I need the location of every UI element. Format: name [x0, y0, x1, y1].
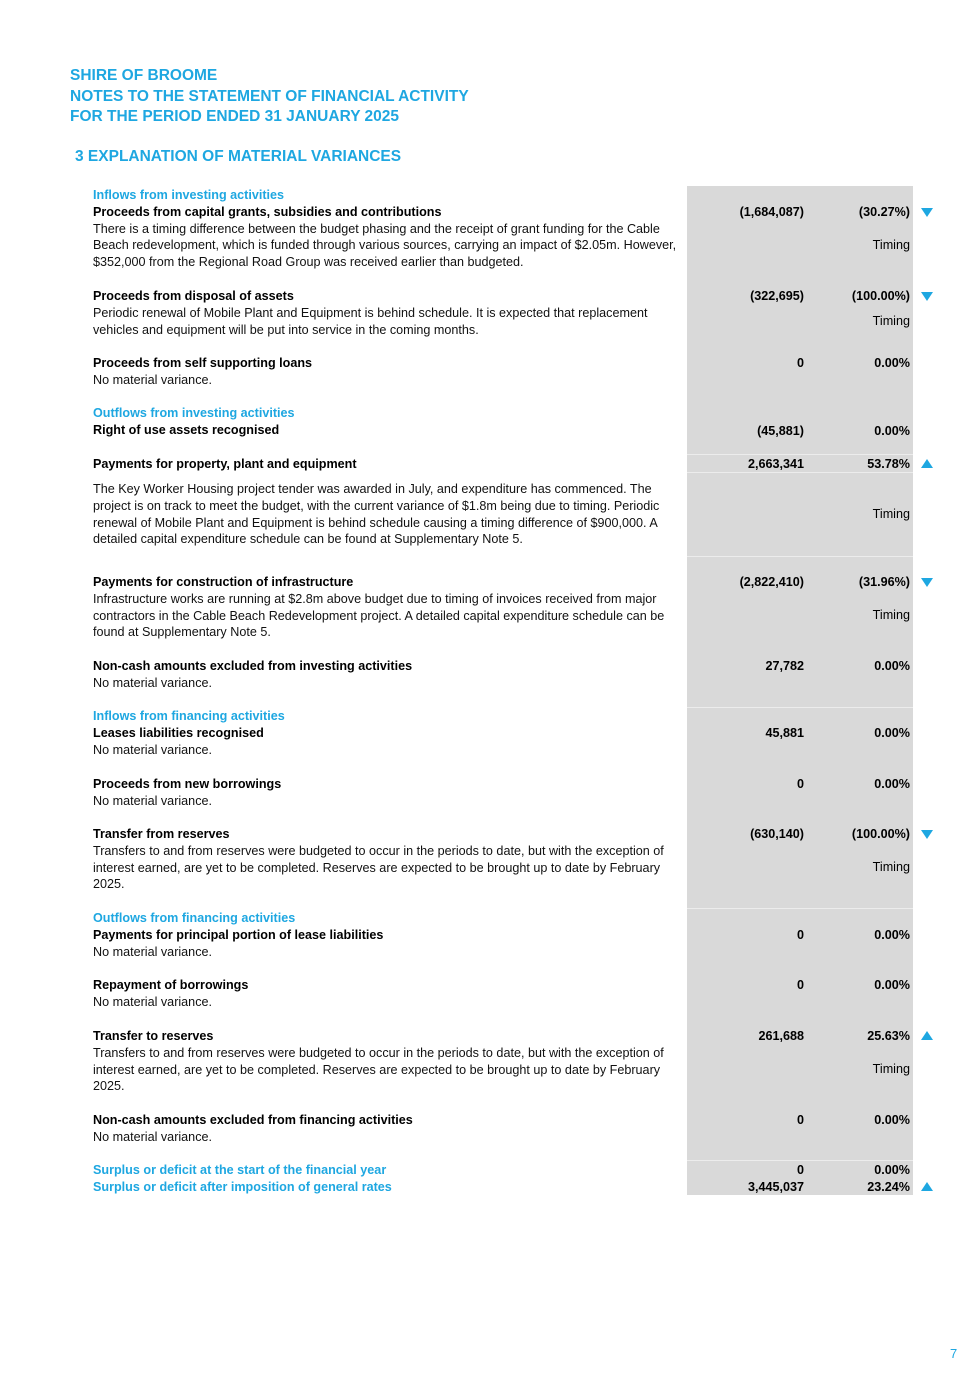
arrow-down-icon [921, 830, 933, 839]
total-title: Surplus or deficit after imposition of general rates [93, 1179, 392, 1194]
arrow-down-icon [921, 208, 933, 217]
item-amount: 0 [796, 1113, 804, 1127]
total-amount: 3,445,037 [747, 1180, 804, 1194]
list-item [93, 481, 683, 548]
item-description: There is a timing difference between the budget phasing and the receipt of grant funding for the Cable Beach redevelopment, which is funded through various sources, carrying an impact of $2.05m. However, $352,000 from the Regional Road Group was received earlier than budgeted. [93, 221, 677, 270]
item-title: Proceeds from disposal of assets [93, 289, 294, 303]
divider [687, 556, 913, 557]
item-description: No material variance. [93, 994, 212, 1009]
total-percentage: 0.00% [874, 1163, 910, 1177]
list-item [93, 826, 683, 893]
list-item [93, 574, 673, 641]
item-description: No material variance. [93, 944, 212, 959]
item-description: No material variance. [93, 372, 212, 387]
item-amount: (45,881) [757, 424, 804, 438]
item-percentage: 53.78% [867, 457, 910, 471]
item-title: Proceeds from new borrowings [93, 777, 282, 791]
item-description: No material variance. [93, 793, 212, 808]
item-amount: 2,663,341 [747, 457, 804, 471]
divider [687, 707, 913, 708]
category-heading: Outflows from financing activities [93, 911, 296, 925]
list-item [93, 776, 653, 810]
divider [687, 1160, 913, 1161]
item-timing: Timing [872, 860, 910, 874]
item-description: Periodic renewal of Mobile Plant and Equipment is behind schedule. It is expected that replacement vehicles and equipment will be put into service in the coming months. [93, 305, 648, 337]
total-percentage: 23.24% [867, 1180, 910, 1194]
item-description: No material variance. [93, 1129, 212, 1144]
item-title: Right of use assets recognised [93, 422, 280, 437]
item-description: Transfers to and from reserves were budgeted to occur in the periods to date, but with the exception of interest earned, are yet to be completed. Reserves are expected to be brought up to date by February 2025. [93, 843, 664, 892]
item-title: Proceeds from self supporting loans [93, 356, 313, 370]
arrow-up-icon [921, 459, 933, 468]
category-heading: Inflows from investing activities [93, 188, 285, 202]
item-timing: Timing [872, 507, 910, 521]
item-amount: 0 [796, 777, 804, 791]
list-item [93, 658, 653, 692]
values-column [687, 186, 913, 1195]
item-percentage: (30.27%) [858, 205, 910, 219]
item-title: Leases liabilities recognised [93, 725, 264, 740]
item-amount: (630,140) [750, 827, 804, 841]
organisation-name: SHIRE OF BROOME [70, 67, 218, 84]
item-amount: 261,688 [758, 1029, 804, 1043]
list-item [93, 1028, 683, 1095]
list-item [93, 708, 653, 758]
item-percentage: 0.00% [874, 726, 910, 740]
item-timing: Timing [872, 608, 910, 622]
item-title: Non-cash amounts excluded from financing activities [93, 1113, 413, 1127]
report-period: FOR THE PERIOD ENDED 31 JANUARY 2025 [70, 108, 400, 125]
arrow-down-icon [921, 578, 933, 587]
list-item [93, 977, 653, 1011]
report-header [70, 66, 469, 128]
list-item [93, 456, 653, 473]
item-percentage: 0.00% [874, 1113, 910, 1127]
item-timing: Timing [872, 238, 910, 252]
item-timing: Timing [872, 1062, 910, 1076]
item-percentage: (100.00%) [851, 289, 910, 303]
item-amount: (322,695) [750, 289, 804, 303]
item-percentage: (31.96%) [858, 575, 910, 589]
item-title: Repayment of borrowings [93, 978, 249, 992]
item-amount: 27,782 [765, 659, 804, 673]
item-amount: (2,822,410) [739, 575, 804, 589]
item-percentage: 0.00% [874, 978, 910, 992]
list-item [93, 405, 653, 439]
page-number: 7 [950, 1346, 958, 1361]
item-amount: (1,684,087) [739, 205, 804, 219]
arrow-up-icon [921, 1031, 933, 1040]
total-amount: 0 [796, 1163, 804, 1177]
item-percentage: 0.00% [874, 356, 910, 370]
item-title: Payments for principal portion of lease liabilities [93, 927, 384, 942]
item-amount: 0 [796, 928, 804, 942]
arrow-down-icon [921, 292, 933, 301]
item-description: No material variance. [93, 675, 212, 690]
item-title: Transfer from reserves [93, 827, 230, 841]
item-percentage: (100.00%) [851, 827, 910, 841]
total-title: Surplus or deficit at the start of the financial year [93, 1163, 387, 1177]
item-percentage: 0.00% [874, 928, 910, 942]
category-heading: Outflows from investing activities [93, 406, 295, 420]
item-percentage: 0.00% [874, 424, 910, 438]
list-item [93, 910, 653, 960]
item-title: Proceeds from capital grants, subsidies and contributions [93, 204, 442, 219]
item-description: The Key Worker Housing project tender was awarded in July, and expenditure has commenced. The project is on track to meet the budget, with the current variance of $1.8m being due to timing. Periodic renewal of Mobile Plant and Equipment is behind schedule causing a timing difference of $900,000. A detailed capital expenditure schedule can be found at Supplementary Note 5. [93, 482, 660, 547]
list-item [93, 1112, 653, 1146]
section-title: 3 EXPLANATION OF MATERIAL VARIANCES [75, 148, 402, 165]
divider [687, 454, 913, 455]
item-title: Payments for property, plant and equipment [93, 457, 357, 471]
item-title: Payments for construction of infrastructure [93, 575, 354, 589]
category-heading: Inflows from financing activities [93, 709, 285, 723]
item-amount: 0 [796, 978, 804, 992]
list-item [93, 355, 653, 389]
item-description: No material variance. [93, 742, 212, 757]
report-title: NOTES TO THE STATEMENT OF FINANCIAL ACTIVITY [70, 87, 469, 105]
item-description: Infrastructure works are running at $2.8m above budget due to timing of invoices received from major contractors in the Cable Beach Redevelopment project. A detailed capital expenditure schedule can be found at Supplementary Note 5. [93, 591, 665, 640]
arrow-up-icon [921, 1182, 933, 1191]
item-title: Transfer to reserves [93, 1029, 214, 1043]
item-description: Transfers to and from reserves were budgeted to occur in the periods to date, but with the exception of interest earned, are yet to be completed. Reserves are expected to be brought up to date by February 2025. [93, 1045, 664, 1094]
list-item [93, 288, 653, 338]
item-title: Non-cash amounts excluded from investing activities [93, 659, 413, 673]
item-amount: 0 [796, 356, 804, 370]
item-percentage: 0.00% [874, 659, 910, 673]
divider [687, 908, 913, 909]
item-amount: 45,881 [765, 726, 804, 740]
item-percentage: 0.00% [874, 777, 910, 791]
list-item [93, 187, 678, 271]
totals-block [93, 1162, 653, 1196]
divider [687, 472, 913, 473]
item-percentage: 25.63% [867, 1029, 910, 1043]
item-timing: Timing [872, 314, 910, 328]
